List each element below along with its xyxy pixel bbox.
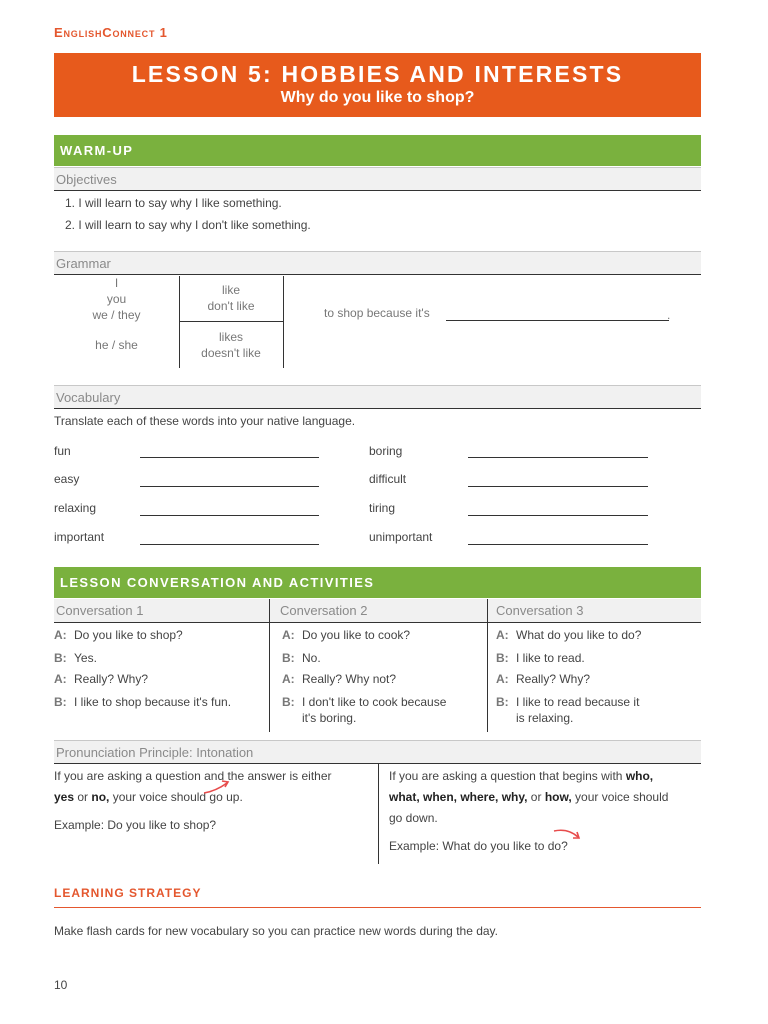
objective-1: 1. I will learn to say why I like something. xyxy=(65,196,282,210)
verb-doesnt-like: doesn't like xyxy=(201,346,261,360)
conv3-line-1: A: What do you like to do? xyxy=(496,628,642,642)
conversation-2-title: Conversation 2 xyxy=(270,599,487,623)
learning-strategy-heading: LEARNING STRATEGY xyxy=(54,886,202,900)
subject-i: I xyxy=(114,276,119,290)
page-number: 10 xyxy=(54,978,68,992)
conversation-1-title: Conversation 1 xyxy=(54,599,269,623)
vocab-easy-blank[interactable] xyxy=(140,486,319,487)
lesson-subtitle: Why do you like to shop? xyxy=(280,89,475,106)
lesson-banner xyxy=(54,53,701,117)
vocab-fun: fun xyxy=(54,444,71,458)
pron-rule-down: If you are asking a question that begins with who, what, when, where, why, or how, your voice should go down. Example: What do you like to do? xyxy=(389,766,701,857)
conv1-line-4: B: I like to shop because it's fun. xyxy=(54,695,232,709)
conv1-line-2: B: Yes. xyxy=(54,651,97,665)
vocab-relaxing-blank[interactable] xyxy=(140,515,319,516)
vocab-instruction: Translate each of these words into your native language. xyxy=(54,414,356,428)
lesson-conversation-bar: LESSON CONVERSATION AND ACTIVITIES xyxy=(54,567,701,598)
vocab-fun-blank[interactable] xyxy=(140,457,319,458)
pron-example-down: Example: What do you like to do? xyxy=(389,839,568,853)
pronunciation-table xyxy=(54,740,701,864)
vocab-tiring-blank[interactable] xyxy=(468,515,648,516)
conv3-line-2: B: I like to read. xyxy=(496,651,585,665)
grammar-period: . xyxy=(667,308,671,322)
vocab-difficult-blank[interactable] xyxy=(468,486,648,487)
verb-like: like xyxy=(221,283,240,297)
pron-rule-up: If you are asking a question and the answer is either yes or no, your voice should go up. Example: Do you like to shop? xyxy=(54,766,372,836)
vocab-relaxing: relaxing xyxy=(54,501,97,515)
grammar-table xyxy=(54,276,701,368)
conv1-line-3: A: Really? Why? xyxy=(54,672,149,686)
conversation-table xyxy=(54,599,701,732)
vocab-boring: boring xyxy=(369,444,403,458)
vocab-boring-blank[interactable] xyxy=(468,457,648,458)
falling-arrow-icon xyxy=(550,825,590,847)
grammar-frame: to shop because it's xyxy=(324,306,430,320)
grammar-blank[interactable] xyxy=(446,320,669,321)
vocab-important-blank[interactable] xyxy=(140,544,319,545)
vocab-easy: easy xyxy=(54,472,80,486)
subject-you: you xyxy=(106,292,127,306)
conv2-line-1: A: Do you like to cook? xyxy=(282,628,411,642)
objectives-heading: Objectives xyxy=(54,167,701,191)
conv3-line-3: A: Really? Why? xyxy=(496,672,591,686)
vocab-unimportant-blank[interactable] xyxy=(468,544,648,545)
subject-he-she: he / she xyxy=(95,338,138,352)
rising-arrow-icon xyxy=(200,775,240,797)
vocab-important: important xyxy=(54,530,105,544)
vocab-tiring: tiring xyxy=(369,501,396,515)
pronunciation-heading: Pronunciation Principle: Intonation xyxy=(54,740,701,764)
objective-2: 2. I will learn to say why I don't like something. xyxy=(65,218,311,232)
subject-we-they: we / they xyxy=(92,308,141,322)
conv2-line-2: B: No. xyxy=(282,651,321,665)
conv3-line-4: B: I like to read because it is relaxing. xyxy=(496,695,640,725)
pron-example-up: Example: Do you like to shop? xyxy=(54,818,217,832)
vocabulary-heading: Vocabulary xyxy=(54,385,701,409)
vocab-unimportant: unimportant xyxy=(369,530,433,544)
verb-likes: likes xyxy=(218,330,243,344)
conv2-line-3: A: Really? Why not? xyxy=(282,672,397,686)
grammar-heading: Grammar xyxy=(54,251,701,275)
series-label: EnglishConnect 1 xyxy=(54,25,168,40)
learning-strategy-text: Make flash cards for new vocabulary so you can practice new words during the day. xyxy=(54,924,498,938)
conv2-line-4: B: I don't like to cook because it's boring. xyxy=(282,695,447,725)
conversation-3-title: Conversation 3 xyxy=(488,599,701,623)
vocab-difficult: difficult xyxy=(369,472,407,486)
lesson-title: LESSON 5: HOBBIES AND INTERESTS xyxy=(131,61,624,87)
verb-dont-like: don't like xyxy=(207,299,255,313)
conv1-line-1: A: Do you like to shop? xyxy=(54,628,183,642)
strategy-divider xyxy=(54,907,701,908)
warmup-bar: WARM-UP xyxy=(54,135,701,166)
